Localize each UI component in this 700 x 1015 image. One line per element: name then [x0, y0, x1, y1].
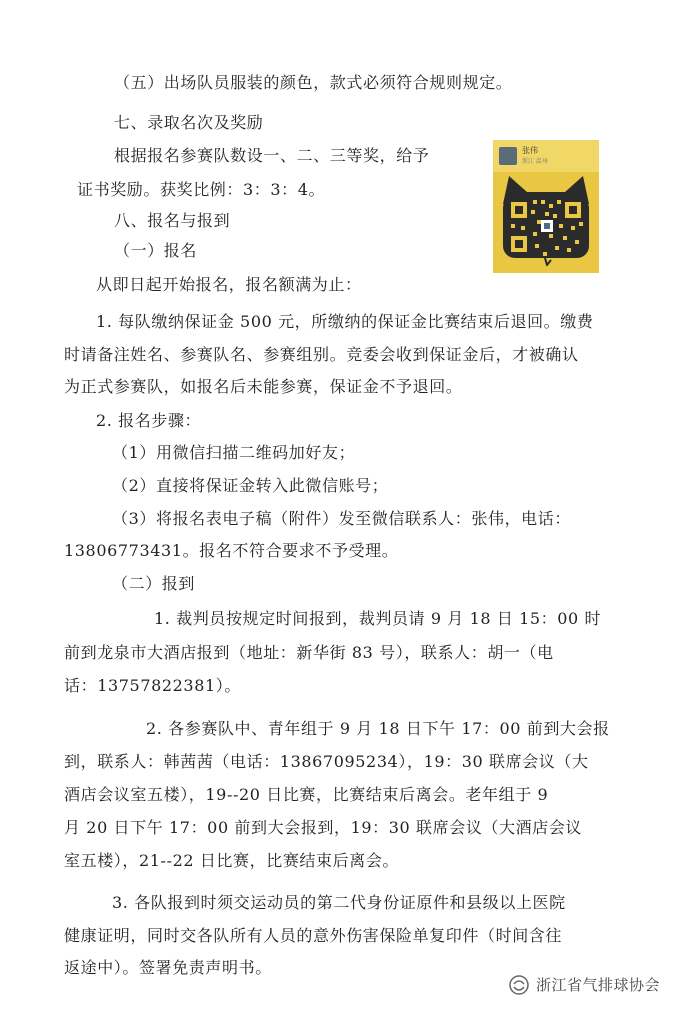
qr-card-header — [493, 140, 599, 172]
text-line: 3. 各队报到时须交运动员的第二代身份证原件和县级以上医院 — [112, 893, 566, 912]
text-line: 到，联系人：韩茜茜（电话：13867095234），19：30 联席会议（大 — [64, 752, 589, 771]
section-heading: 八、报名与报到 — [114, 211, 231, 230]
text-line: 2. 报名步骤： — [96, 411, 202, 430]
text-line: 为正式参赛队，如报名后未能参赛，保证金不予退回。 — [64, 377, 463, 396]
text-line: 室五楼），21--22 日比赛，比赛结束后离会。 — [64, 851, 400, 870]
text-line: 健康证明，同时交各队所有人员的意外伤害保险单复印件（时间含往 — [64, 926, 563, 945]
text-line: 月 20 日下午 17：00 前到大会报到，19：30 联席会议（大酒店会议 — [64, 818, 583, 837]
avatar — [499, 147, 517, 165]
text-line: 返途中）。签署免责声明书。 — [64, 958, 272, 977]
text-line: 时请备注姓名、参赛队名、参赛组别。竞委会收到保证金后，才被确认 — [64, 345, 579, 364]
qr-contact-name: 张伟 — [522, 146, 538, 155]
section-heading: 七、录取名次及奖励 — [114, 113, 264, 132]
text-line: 前到龙泉市大酒店报到（地址：新华街 83 号），联系人：胡一（电 — [64, 643, 554, 662]
text-line: （2）直接将保证金转入此微信账号； — [112, 476, 389, 495]
subsection-heading: （一）报名 — [114, 241, 198, 260]
text-line: 酒店会议室五楼），19--20 日比赛，比赛结束后离会。老年组于 9 — [64, 785, 549, 804]
subsection-heading: （二）报到 — [112, 574, 196, 593]
text-line: （3）将报名表电子稿（附件）发至微信联系人：张伟，电话： — [112, 509, 571, 528]
wechat-official-account-icon — [508, 974, 530, 996]
text-line: （五）出场队员服装的颜色，款式必须符合规则规定。 — [114, 73, 513, 92]
qr-code-icon — [501, 174, 591, 266]
footer-brand: 浙江省气排球协会 — [536, 976, 661, 994]
text-line: 话：13757822381）。 — [64, 676, 241, 695]
text-line: 证书奖励。获奖比例：3：3：4。 — [77, 180, 326, 199]
text-line: 1. 裁判员按规定时间报到，裁判员请 9 月 18 日 15：00 时 — [154, 609, 602, 628]
text-line: 13806773431。报名不符合要求不予受理。 — [64, 541, 399, 560]
text-line: 2. 各参赛队中、青年组于 9 月 18 日下午 17：00 前到大会报 — [146, 719, 610, 738]
qr-contact-region: 浙江 温州 — [522, 158, 548, 165]
text-line: 根据报名参赛队数设一、二、三等奖，给予 — [114, 146, 430, 165]
text-line: 从即日起开始报名，报名额满为止： — [96, 275, 362, 294]
text-line: （1）用微信扫描二维码加好友； — [112, 443, 356, 462]
wechat-qr-card[interactable] — [493, 140, 599, 273]
text-line: 1. 每队缴纳保证金 500 元，所缴纳的保证金比赛结束后退回。缴费 — [96, 312, 594, 331]
